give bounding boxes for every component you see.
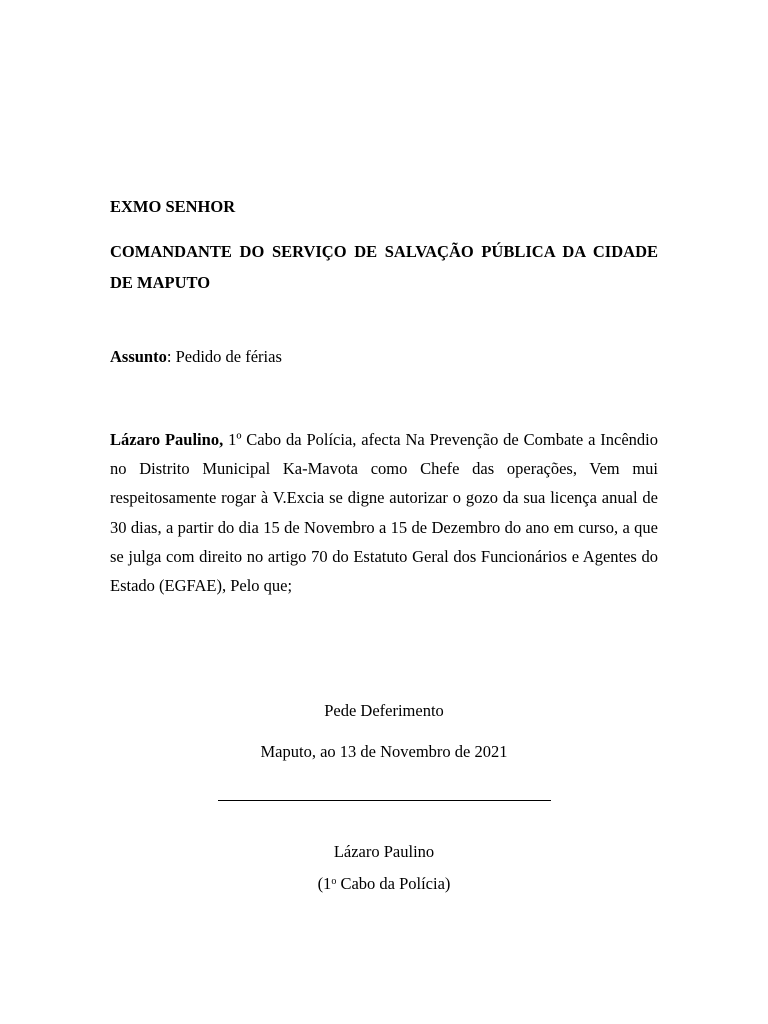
salutation: EXMO SENHOR (110, 197, 236, 216)
signer-name: Lázaro Paulino (333, 842, 435, 861)
place-and-date: Maputo, ao 13 de Novembro de 2021 (260, 742, 508, 761)
body-text: 1º Cabo da Polícia, afecta Na Prevenção de Combate a Incêndio no Distrito Municipal Ka-Mavota como Chefe das operações, Vem mui respeitosamente rogar à V.Excia se digne autorizar o gozo da sua licença anual de 30 dias, a partir do dia 15 de Novembro a 15 de Dezembro do ano em curso, a que se julga com direito no artigo 70 do Estatuto Geral dos Funcionários e Agentes do Estado (EGFAE), Pelo que; (110, 430, 658, 596)
closing-formula: Pede Deferimento (324, 701, 444, 720)
subject-text: : Pedido de férias (166, 347, 282, 366)
signer-rank-open: (1 (317, 874, 332, 893)
signature-line (218, 800, 551, 801)
body-name: Lázaro Paulino, (110, 430, 224, 449)
subject-label: Assunto (110, 347, 167, 366)
subject-line (110, 346, 658, 368)
signer-rank-rest: Cabo da Polícia) (336, 874, 451, 893)
recipient-title: COMANDANTE DO SERVIÇO DE SALVAÇÃO PÚBLICA DA CIDADE DE MAPUTO (110, 242, 658, 292)
signer-rank-sup: o (331, 876, 337, 887)
letter-body (110, 425, 658, 600)
signer-rank (0, 871, 768, 895)
